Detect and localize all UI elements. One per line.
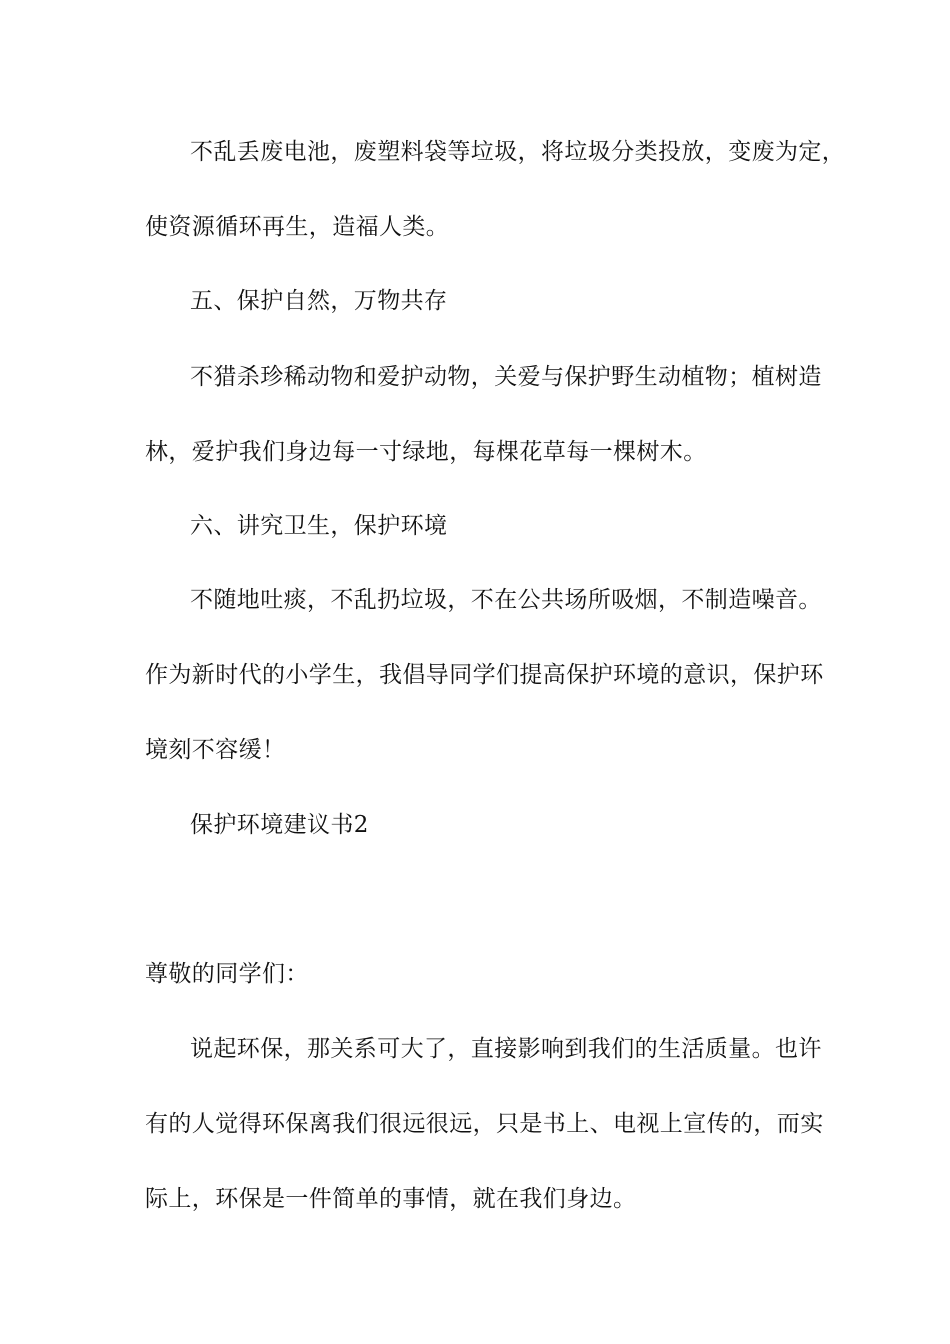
document-title: 保护环境建议书2: [190, 812, 369, 838]
paragraph-line: 不猎杀珍稀动物和爱护动物，关爱与保护野生动植物；植树造: [190, 364, 822, 390]
paragraph-line: 不随地吐痰，不乱扔垃圾，不在公共场所吸烟，不制造噪音。: [190, 587, 822, 613]
paragraph-line: 不乱丢废电池，废塑料袋等垃圾，将垃圾分类投放，变废为定，: [190, 139, 846, 165]
paragraph-line: 林，爱护我们身边每一寸绿地，每棵花草每一棵树木。: [145, 439, 707, 465]
paragraph-line: 有的人觉得环保离我们很远很远，只是书上、电视上宣传的，而实: [145, 1111, 824, 1137]
paragraph-line: 境刻不容缓！: [145, 737, 286, 763]
paragraph-line: 说起环保，那关系可大了，直接影响到我们的生活质量。也许: [190, 1036, 822, 1062]
paragraph-line: 作为新时代的小学生，我倡导同学们提高保护环境的意识，保护环: [145, 662, 824, 688]
section-heading: 六、讲究卫生，保护环境: [190, 513, 448, 539]
section-heading: 五、保护自然，万物共存: [190, 288, 448, 314]
paragraph-line: 际上，环保是一件简单的事情，就在我们身边。: [145, 1186, 637, 1212]
salutation: 尊敬的同学们：: [145, 961, 309, 987]
paragraph-line: 使资源循环再生，造福人类。: [145, 214, 450, 240]
